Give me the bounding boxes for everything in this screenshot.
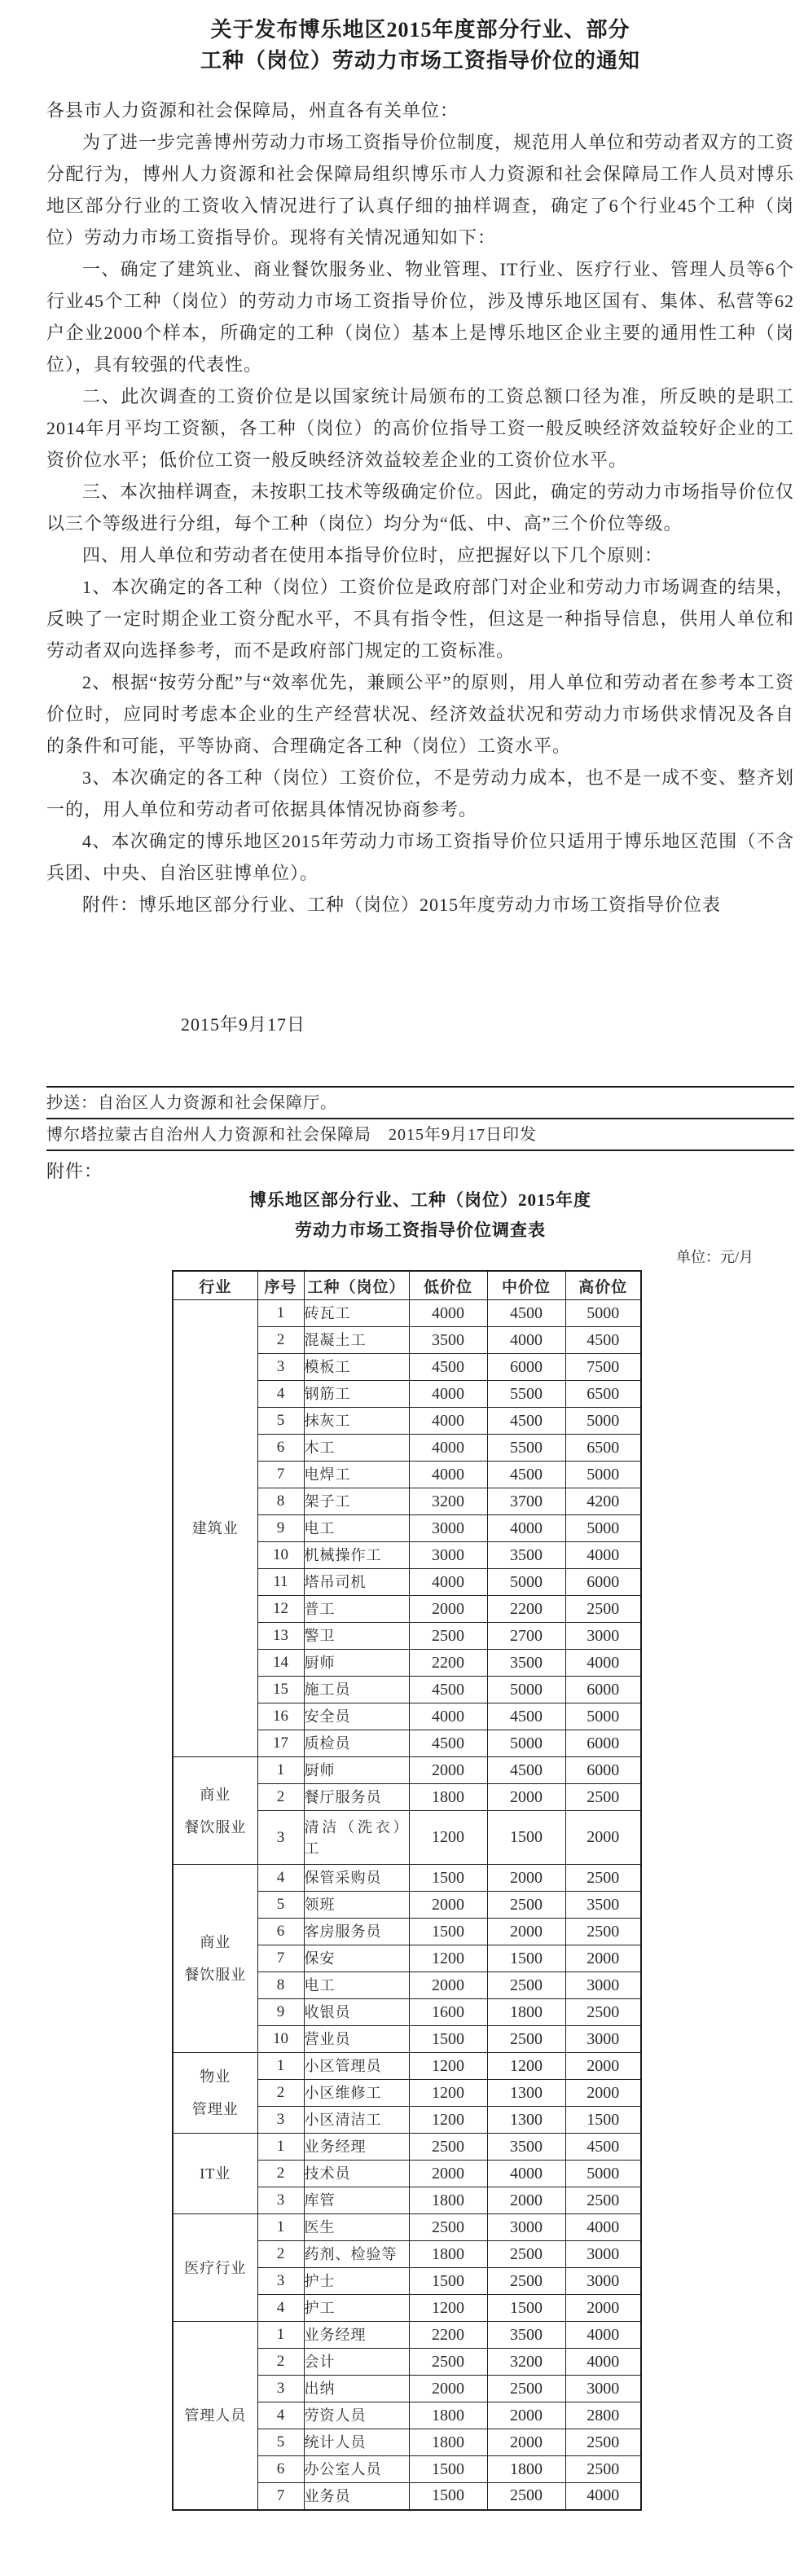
seq-cell: 5 [257, 1892, 304, 1919]
job-cell: 普工 [304, 1596, 409, 1623]
low-cell: 4000 [409, 1703, 487, 1730]
seq-cell: 4 [257, 1865, 304, 1892]
seq-cell: 13 [257, 1623, 304, 1650]
low-cell: 4000 [409, 1300, 487, 1327]
seq-cell: 5 [257, 2429, 304, 2456]
job-cell: 客房服务员 [304, 1919, 409, 1945]
mid-cell: 2000 [487, 1784, 565, 1811]
low-cell: 4000 [409, 1462, 487, 1488]
job-cell: 收银员 [304, 1999, 409, 2026]
industry-cell: 管理人员 [173, 2322, 257, 2510]
low-cell: 1200 [409, 2080, 487, 2107]
wage-guidance-table [172, 1270, 642, 2511]
low-cell: 1800 [409, 2187, 487, 2214]
job-cell: 业务员 [304, 2483, 409, 2510]
low-cell: 1200 [409, 1811, 487, 1865]
mid-cell: 1800 [487, 2456, 565, 2483]
job-cell: 会计 [304, 2349, 409, 2376]
low-cell: 4000 [409, 1381, 487, 1408]
high-cell: 2000 [565, 1811, 641, 1865]
high-cell: 5000 [565, 1703, 641, 1730]
seq-cell: 10 [257, 2026, 304, 2053]
mid-cell: 4500 [487, 1462, 565, 1488]
notice-paragraph: 3、本次确定的各工种（岗位）工资价位，不是劳动力成本，也不是一成不变、整齐划一的，用人单位和劳动者可依据具体情况协商参考。 [46, 767, 794, 820]
table-row [173, 1865, 641, 1892]
high-cell: 7500 [565, 1354, 641, 1381]
high-cell: 4500 [565, 2134, 641, 2161]
table-header-row [173, 1271, 641, 1300]
seq-cell: 1 [257, 1300, 304, 1327]
seq-cell: 1 [257, 2322, 304, 2349]
mid-cell: 3500 [487, 1650, 565, 1677]
notice-paragraph: 附件：博乐地区部分行业、工种（岗位）2015年度劳动力市场工资指导价位表 [82, 895, 722, 915]
mid-cell: 2700 [487, 1623, 565, 1650]
high-cell: 4000 [565, 2349, 641, 2376]
seq-cell: 6 [257, 2456, 304, 2483]
job-cell: 营业员 [304, 2026, 409, 2053]
seq-cell: 2 [257, 1784, 304, 1811]
seq-cell: 3 [257, 2376, 304, 2402]
low-cell: 1800 [409, 2429, 487, 2456]
seq-cell: 2 [257, 2161, 304, 2187]
notice-paragraph: 二、此次调查的工资价位是以国家统计局颁布的工资总额口径为准，所反映的是职工2014年月平均工资额，各工种（岗位）的高价位指导工资一般反映经济效益较好企业的工资价位水平；低价位工资一般反映经济效益较差企业的工资价位水平。 [46, 386, 794, 470]
job-cell: 混凝土工 [304, 1327, 409, 1354]
job-cell: 业务经理 [304, 2322, 409, 2349]
low-cell: 4000 [409, 1569, 487, 1596]
job-cell: 厨师 [304, 1757, 409, 1784]
seq-cell: 15 [257, 1677, 304, 1703]
seq-cell: 7 [257, 2483, 304, 2510]
mid-cell: 4000 [487, 1515, 565, 1542]
seq-cell: 6 [257, 1435, 304, 1462]
mid-cell: 2000 [487, 2402, 565, 2429]
notice-paragraph: 4、本次确定的博乐地区2015年劳动力市场工资指导价位只适用于博乐地区范围（不含兵团、中央、自治区驻博单位）。 [46, 831, 794, 883]
high-cell: 2500 [565, 1596, 641, 1623]
seq-cell: 11 [257, 1569, 304, 1596]
table-row [173, 1300, 641, 1327]
mid-cell: 4500 [487, 1300, 565, 1327]
high-cell: 5000 [565, 1408, 641, 1435]
table-row [173, 2134, 641, 2161]
low-cell: 1200 [409, 1945, 487, 1972]
high-cell: 3000 [565, 2241, 641, 2268]
table-row [173, 2053, 641, 2080]
mid-cell: 4500 [487, 1703, 565, 1730]
seq-cell: 5 [257, 1408, 304, 1435]
seq-cell: 3 [257, 1354, 304, 1381]
job-cell: 劳资人员 [304, 2402, 409, 2429]
mid-cell: 5000 [487, 1569, 565, 1596]
column-header: 高价位 [565, 1271, 641, 1300]
seq-cell: 1 [257, 1757, 304, 1784]
table-row [173, 1757, 641, 1784]
low-cell: 1500 [409, 2268, 487, 2295]
seq-cell: 14 [257, 1650, 304, 1677]
low-cell: 4000 [409, 1408, 487, 1435]
low-cell: 1200 [409, 2053, 487, 2080]
high-cell: 4000 [565, 2322, 641, 2349]
industry-cell: 医疗行业 [173, 2214, 257, 2322]
low-cell: 1200 [409, 2295, 487, 2322]
high-cell: 2000 [565, 2295, 641, 2322]
job-cell: 统计人员 [304, 2429, 409, 2456]
mid-cell: 1300 [487, 2080, 565, 2107]
mid-cell: 1800 [487, 1999, 565, 2026]
attachment-label: 附件： [46, 1161, 103, 1181]
high-cell: 4500 [565, 1327, 641, 1354]
industry-cell: 商业 餐饮服业 [173, 1865, 257, 2053]
column-header: 低价位 [409, 1271, 487, 1300]
seq-cell: 3 [257, 2187, 304, 2214]
mid-cell: 1200 [487, 2053, 565, 2080]
high-cell: 5000 [565, 1462, 641, 1488]
low-cell: 3000 [409, 1515, 487, 1542]
low-cell: 1500 [409, 2026, 487, 2053]
seq-cell: 1 [257, 2134, 304, 2161]
issuer-line: 博尔塔拉蒙古自治州人力资源和社会保障局 2015年9月17日印发 [46, 1126, 537, 1144]
low-cell: 4500 [409, 1354, 487, 1381]
seq-cell: 7 [257, 1462, 304, 1488]
mid-cell: 2000 [487, 1919, 565, 1945]
high-cell: 6500 [565, 1435, 641, 1462]
job-cell: 保安 [304, 1945, 409, 1972]
high-cell: 6000 [565, 1677, 641, 1703]
mid-cell: 3500 [487, 2134, 565, 2161]
notice-paragraph: 一、确定了建筑业、商业餐饮服务业、物业管理、IT行业、医疗行业、管理人员等6个行业45个工种（岗位）的劳动力市场工资指导价位，涉及博乐地区国有、集体、私营等62户企业2000个样本，所确定的工种（岗位）基本上是博乐地区企业主要的通用性工种（岗位），具有较强的代表性。 [46, 259, 794, 375]
mid-cell: 2500 [487, 2268, 565, 2295]
mid-cell: 3500 [487, 1542, 565, 1569]
low-cell: 2000 [409, 2161, 487, 2187]
attachment-title-line-1: 博乐地区部分行业、工种（岗位）2015年度 [249, 1190, 591, 1210]
high-cell: 1500 [565, 2107, 641, 2134]
seq-cell: 2 [257, 2241, 304, 2268]
seq-cell: 17 [257, 1730, 304, 1757]
mid-cell: 2500 [487, 2483, 565, 2510]
job-cell: 保管采购员 [304, 1865, 409, 1892]
low-cell: 2500 [409, 2214, 487, 2241]
job-cell: 电焊工 [304, 1462, 409, 1488]
low-cell: 3000 [409, 1542, 487, 1569]
high-cell: 4000 [565, 2214, 641, 2241]
low-cell: 2500 [409, 2349, 487, 2376]
industry-section [173, 1865, 641, 2053]
low-cell: 3200 [409, 1488, 487, 1515]
job-cell: 技术员 [304, 2161, 409, 2187]
job-cell: 领班 [304, 1892, 409, 1919]
industry-cell: IT业 [173, 2134, 257, 2214]
seq-cell: 4 [257, 2295, 304, 2322]
mid-cell: 2000 [487, 1865, 565, 1892]
seq-cell: 2 [257, 1327, 304, 1354]
job-cell: 出纳 [304, 2376, 409, 2402]
mid-cell: 2500 [487, 2241, 565, 2268]
seq-cell: 3 [257, 2268, 304, 2295]
seq-cell: 2 [257, 2349, 304, 2376]
low-cell: 4000 [409, 1435, 487, 1462]
high-cell: 3000 [565, 1623, 641, 1650]
job-cell: 餐厅服务员 [304, 1784, 409, 1811]
table-row [173, 2322, 641, 2349]
high-cell: 3000 [565, 2268, 641, 2295]
job-cell: 药剂、检验等 [304, 2241, 409, 2268]
low-cell: 2000 [409, 1892, 487, 1919]
mid-cell: 2500 [487, 1892, 565, 1919]
high-cell: 2000 [565, 2080, 641, 2107]
seq-cell: 4 [257, 1381, 304, 1408]
notice-paragraph: 三、本次抽样调查，未按职工技术等级确定价位。因此，确定的劳动力市场指导价位仅以三个等级进行分组，每个工种（岗位）均分为“低、中、高”三个价位等级。 [46, 481, 795, 534]
high-cell: 2500 [565, 2429, 641, 2456]
notice-paragraph: 2、根据“按劳分配”与“效率优先，兼顾公平”的原则，用人单位和劳动者在参考本工资价位时，应同时考虑本企业的生产经营状况、经济效益状况和劳动力市场供求情况及各自的条件和可能，平等协商、合理确定各工种（岗位）工资水平。 [46, 672, 794, 756]
seq-cell: 1 [257, 2053, 304, 2080]
industry-section [173, 1300, 641, 1757]
industry-cell: 物业 管理业 [173, 2053, 257, 2134]
high-cell: 5000 [565, 1515, 641, 1542]
notice-title-line-2: 工种（岗位）劳动力市场工资指导价位的通知 [200, 49, 640, 73]
job-cell: 清洁（洗衣）工 [304, 1811, 409, 1865]
column-header: 中价位 [487, 1271, 565, 1300]
notice-title [46, 15, 794, 77]
low-cell: 1800 [409, 2402, 487, 2429]
mid-cell: 2000 [487, 2187, 565, 2214]
low-cell: 2500 [409, 2134, 487, 2161]
seq-cell: 4 [257, 2402, 304, 2429]
low-cell: 1800 [409, 2241, 487, 2268]
job-cell: 护士 [304, 2268, 409, 2295]
low-cell: 1500 [409, 1865, 487, 1892]
low-cell: 2000 [409, 1596, 487, 1623]
job-cell: 质检员 [304, 1730, 409, 1757]
column-header: 序号 [257, 1271, 304, 1300]
job-cell: 砖瓦工 [304, 1300, 409, 1327]
low-cell: 2200 [409, 2322, 487, 2349]
low-cell: 2000 [409, 1972, 487, 1999]
high-cell: 2500 [565, 1999, 641, 2026]
high-cell: 2500 [565, 1865, 641, 1892]
high-cell: 2500 [565, 2187, 641, 2214]
mid-cell: 2500 [487, 2376, 565, 2402]
industry-section [173, 2214, 641, 2322]
job-cell: 库管 [304, 2187, 409, 2214]
high-cell: 3500 [565, 1892, 641, 1919]
attachment-title [46, 1185, 794, 1246]
high-cell: 3000 [565, 2376, 641, 2402]
salutation-line: 各县市人力资源和社会保障局，州直各有关单位： [46, 100, 459, 121]
table-row [173, 2214, 641, 2241]
job-cell: 护工 [304, 2295, 409, 2322]
seq-cell: 6 [257, 1919, 304, 1945]
notice-paragraph: 1、本次确定的各工种（岗位）工资价位是政府部门对企业和劳动力市场调查的结果，反映了一定时期企业工资分配水平，不具有指令性，但这是一种指导信息，供用人单位和劳动者双向选择参考，而不是政府部门规定的工资标准。 [46, 577, 794, 661]
job-cell: 木工 [304, 1435, 409, 1462]
job-cell: 小区维修工 [304, 2080, 409, 2107]
low-cell: 1600 [409, 1999, 487, 2026]
industry-section [173, 2322, 641, 2510]
mid-cell: 5000 [487, 1677, 565, 1703]
mid-cell: 1300 [487, 2107, 565, 2134]
mid-cell: 4500 [487, 1757, 565, 1784]
mid-cell: 2500 [487, 1972, 565, 1999]
high-cell: 6500 [565, 1381, 641, 1408]
mid-cell: 5000 [487, 1730, 565, 1757]
notice-body [46, 126, 794, 921]
mid-cell: 4500 [487, 1408, 565, 1435]
cc-line: 抄送：自治区人力资源和社会保障厅。 [46, 1094, 337, 1112]
mid-cell: 1500 [487, 1945, 565, 1972]
high-cell: 5000 [565, 1300, 641, 1327]
low-cell: 2000 [409, 1757, 487, 1784]
mid-cell: 2000 [487, 2429, 565, 2456]
seq-cell: 8 [257, 1488, 304, 1515]
seq-cell: 10 [257, 1542, 304, 1569]
low-cell: 1800 [409, 1784, 487, 1811]
low-cell: 1500 [409, 2483, 487, 2510]
job-cell: 电工 [304, 1972, 409, 1999]
job-cell: 小区管理员 [304, 2053, 409, 2080]
high-cell: 3000 [565, 2026, 641, 2053]
high-cell: 6000 [565, 1730, 641, 1757]
mid-cell: 5500 [487, 1381, 565, 1408]
seq-cell: 16 [257, 1703, 304, 1730]
mid-cell: 3500 [487, 2322, 565, 2349]
job-cell: 医生 [304, 2214, 409, 2241]
high-cell: 2000 [565, 2053, 641, 2080]
job-cell: 厨师 [304, 1650, 409, 1677]
high-cell: 3000 [565, 1972, 641, 1999]
seq-cell: 9 [257, 1999, 304, 2026]
mid-cell: 5500 [487, 1435, 565, 1462]
job-cell: 模板工 [304, 1354, 409, 1381]
mid-cell: 3000 [487, 2214, 565, 2241]
seq-cell: 9 [257, 1515, 304, 1542]
high-cell: 4000 [565, 1542, 641, 1569]
attachment-title-line-2: 劳动力市场工资指导价位调查表 [295, 1220, 546, 1240]
mid-cell: 3700 [487, 1488, 565, 1515]
high-cell: 6000 [565, 1757, 641, 1784]
high-cell: 6000 [565, 1569, 641, 1596]
job-cell: 钢筋工 [304, 1381, 409, 1408]
job-cell: 办公室人员 [304, 2456, 409, 2483]
high-cell: 5000 [565, 2161, 641, 2187]
mid-cell: 1500 [487, 1811, 565, 1865]
job-cell: 塔吊司机 [304, 1569, 409, 1596]
low-cell: 1500 [409, 2456, 487, 2483]
high-cell: 2800 [565, 2402, 641, 2429]
mid-cell: 2500 [487, 2026, 565, 2053]
seq-cell: 12 [257, 1596, 304, 1623]
mid-cell: 4000 [487, 1327, 565, 1354]
seq-cell: 3 [257, 1811, 304, 1865]
industry-cell: 建筑业 [173, 1300, 257, 1757]
low-cell: 1500 [409, 1919, 487, 1945]
mid-cell: 2200 [487, 1596, 565, 1623]
low-cell: 3500 [409, 1327, 487, 1354]
industry-section [173, 1757, 641, 1865]
high-cell: 2500 [565, 1919, 641, 1945]
job-cell: 安全员 [304, 1703, 409, 1730]
job-cell: 电工 [304, 1515, 409, 1542]
job-cell: 抹灰工 [304, 1408, 409, 1435]
mid-cell: 3200 [487, 2349, 565, 2376]
column-header: 行业 [173, 1271, 257, 1300]
low-cell: 2500 [409, 1623, 487, 1650]
issue-date: 2015年9月17日 [181, 1014, 306, 1035]
seq-cell: 2 [257, 2080, 304, 2107]
notice-paragraph: 四、用人单位和劳动者在使用本指导价位时，应把握好以下几个原则： [82, 545, 664, 565]
low-cell: 4500 [409, 1677, 487, 1703]
high-cell: 2000 [565, 1945, 641, 1972]
high-cell: 4000 [565, 1650, 641, 1677]
mid-cell: 4000 [487, 2161, 565, 2187]
industry-cell: 商业 餐饮服业 [173, 1757, 257, 1865]
seq-cell: 3 [257, 2107, 304, 2134]
high-cell: 4200 [565, 1488, 641, 1515]
seq-cell: 7 [257, 1945, 304, 1972]
job-cell: 架子工 [304, 1488, 409, 1515]
seq-cell: 1 [257, 2214, 304, 2241]
job-cell: 施工员 [304, 1677, 409, 1703]
low-cell: 1200 [409, 2107, 487, 2134]
industry-section [173, 2134, 641, 2214]
low-cell: 2000 [409, 2376, 487, 2402]
job-cell: 机械操作工 [304, 1542, 409, 1569]
notice-paragraph: 为了进一步完善博州劳动力市场工资指导价位制度，规范用人单位和劳动者双方的工资分配行为，博州人力资源和社会保障局组织博乐市人力资源和社会保障局工作人员对博乐地区部分行业的工资收入情况进行了认真仔细的抽样调查，确定了6个行业45个工种（岗位）劳动力市场工资指导价。现将有关情况通知如下： [46, 132, 795, 248]
job-cell: 小区清洁工 [304, 2107, 409, 2134]
notice-title-line-1: 关于发布博乐地区2015年度部分行业、部分 [210, 18, 630, 42]
mid-cell: 1500 [487, 2295, 565, 2322]
mid-cell: 6000 [487, 1354, 565, 1381]
job-cell: 警卫 [304, 1623, 409, 1650]
low-cell: 2200 [409, 1650, 487, 1677]
job-cell: 业务经理 [304, 2134, 409, 2161]
column-header: 工种（岗位） [304, 1271, 409, 1300]
high-cell: 2500 [565, 1784, 641, 1811]
seq-cell: 8 [257, 1972, 304, 1999]
high-cell: 2500 [565, 2456, 641, 2483]
industry-section [173, 2053, 641, 2134]
unit-note: 单位：元/月 [675, 1249, 753, 1265]
high-cell: 4000 [565, 2483, 641, 2510]
low-cell: 4500 [409, 1730, 487, 1757]
